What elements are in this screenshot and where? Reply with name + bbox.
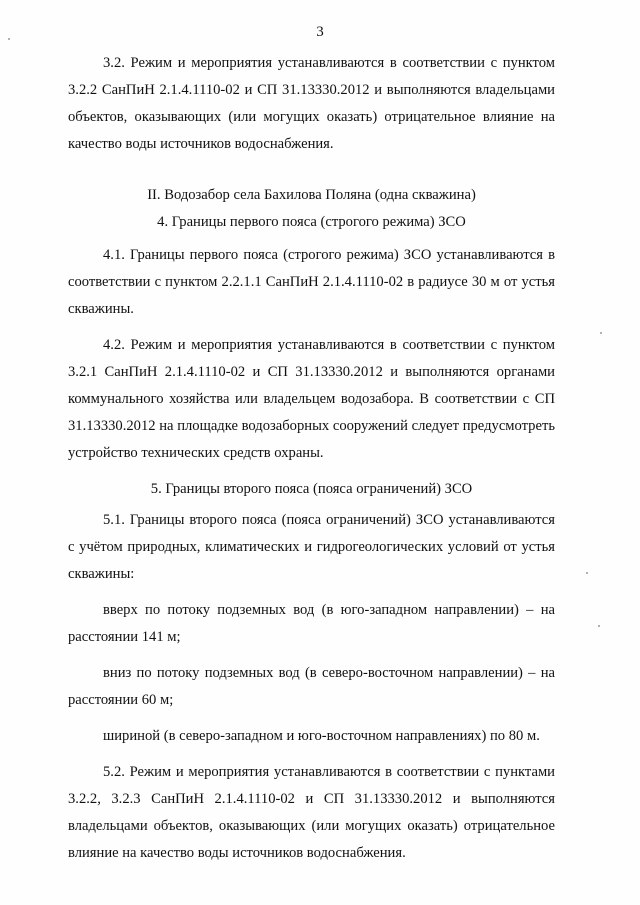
page-number: 3 <box>316 24 324 40</box>
document-body <box>68 50 555 876</box>
list-item-width: шириной (в северо-западном и юго-восточном направлениях) по 80 м. <box>103 728 540 744</box>
section-heading-4: 4. Границы первого пояса (строгого режима) ЗСО <box>157 214 466 230</box>
scan-speck <box>8 38 10 40</box>
section-heading-5: 5. Границы второго пояса (пояса ограничений) ЗСО <box>150 481 473 497</box>
paragraph-5-2: 5.2. Режим и мероприятия устанавливаются в соответствии с пунктами 3.2.2, 3.2.3 СанПиН 2.1.4.1110-02 и СП 31.13330.2012 и выполняются владельцами объектов, оказывающих (или могущих оказать) отрицательное влияние на качество воды источников водоснабжения. <box>68 764 555 861</box>
scan-speck <box>598 625 600 627</box>
paragraph-3-2: 3.2. Режим и мероприятия устанавливаются в соответствии с пунктом 3.2.2 СанПиН 2.1.4.1110-02 и СП 31.13330.2012 и выполняются владельцами объектов, оказывающих (или могущих оказать) отрицательное влияние на качество воды источников водоснабжения. <box>68 55 555 152</box>
list-item-downstream: вниз по потоку подземных вод (в северо-восточном направлении) – на расстоянии 60 м; <box>68 665 555 708</box>
paragraph-4-1: 4.1. Границы первого пояса (строгого режима) ЗСО устанавливаются в соответствии с пунктом 2.2.1.1 СанПиН 2.1.4.1110-02 в радиусе 30 м от устья скважины. <box>68 247 555 317</box>
scan-speck <box>586 572 588 574</box>
paragraph-5-1: 5.1. Границы второго пояса (пояса ограничений) ЗСО устанавливаются с учётом природных, климатических и гидрогеологических условий от устья скважины: <box>68 512 555 582</box>
paragraph-4-2: 4.2. Режим и мероприятия устанавливаются в соответствии с пунктом 3.2.1 СанПиН 2.1.4.1110-02 и СП 31.13330.2012 и выполняются органами коммунального хозяйства или владельцем водозабора. В соответствии с СП 31.13330.2012 на площадке водозаборных сооружений следует предусмотреть устройство технических средств охраны. <box>68 337 555 461</box>
list-item-upstream: вверх по потоку подземных вод (в юго-западном направлении) – на расстоянии 141 м; <box>68 602 555 645</box>
scan-speck <box>600 332 602 334</box>
section-heading-ii: II. Водозабор села Бахилова Поляна (одна скважина) <box>147 187 476 203</box>
